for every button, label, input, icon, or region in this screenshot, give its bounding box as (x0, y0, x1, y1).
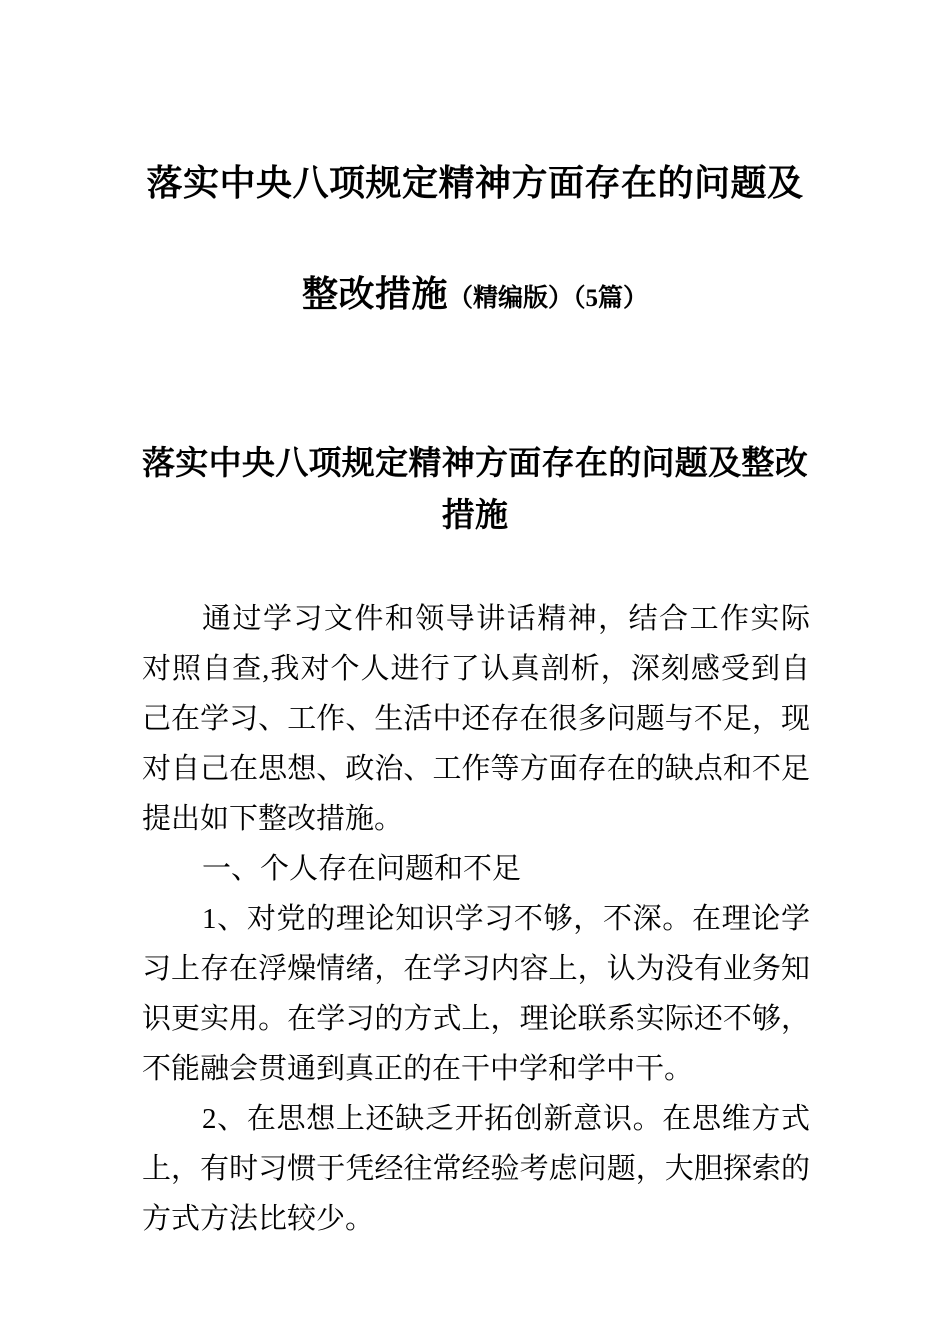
paragraph-heading-one: 一、个人存在问题和不足 (202, 853, 522, 885)
paragraph-item-1: 1、对党的理论知识学习不够，不深。在理论学习上存在浮燥情绪，在学习内容上，认为没有业务知识更实用。在学习的方式上，理论联系实际还不够，不能融会贯通到真正的在干中学和学中干。 (142, 903, 810, 1085)
document-body (142, 594, 810, 1244)
paragraph-item-2: 2、在思想上还缺乏开拓创新意识。在思维方式上，有时习惯于凭经往常经验考虑问题，大胆探索的方式方法比较少。 (142, 1103, 810, 1235)
document-cover-title (142, 128, 808, 354)
paragraph-intro: 通过学习文件和领导讲话精神，结合工作实际对照自查,我对个人进行了认真剖析，深刻感受到自己在学习、工作、生活中还存在很多问题与不足，现对自己在思想、政治、工作等方面存在的缺点和不足提出如下整改措施。 (142, 603, 810, 835)
section-heading: 落实中央八项规定精神方面存在的问题及整改措施 (142, 446, 808, 534)
cover-title-suffix: （精编版）（5篇） (448, 285, 649, 312)
cover-title-main: 落实中央八项规定精神方面存在的问题及整改措施 (146, 163, 804, 314)
